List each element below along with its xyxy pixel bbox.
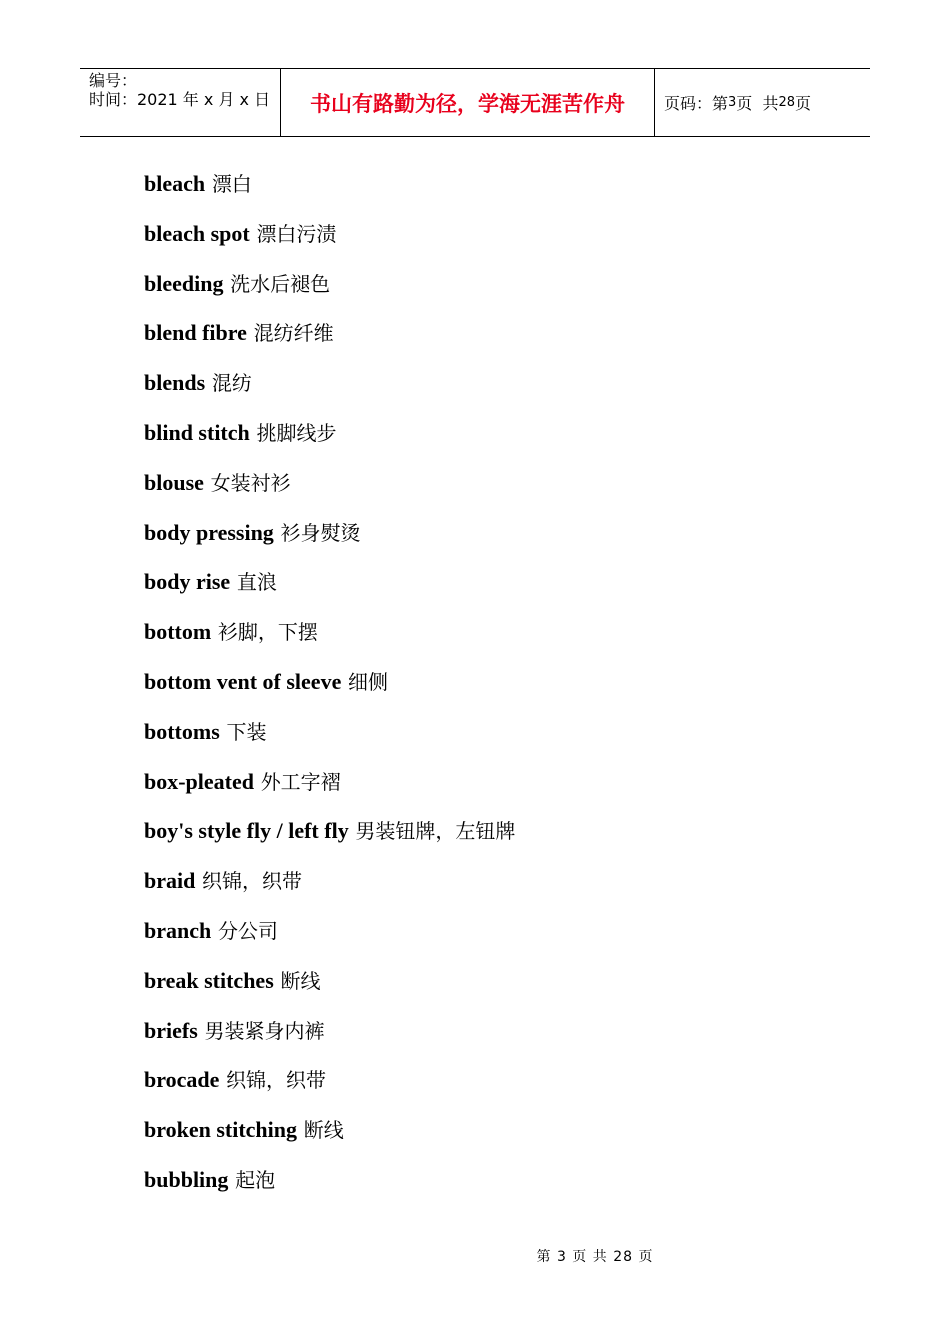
glossary-entry bbox=[144, 358, 844, 408]
entry-term: bleach bbox=[144, 171, 206, 196]
entry-meaning: 混纺 bbox=[211, 371, 252, 396]
glossary-entry bbox=[144, 1006, 844, 1056]
glossary-entry bbox=[144, 657, 844, 707]
entry-term: blouse bbox=[144, 469, 204, 495]
entry-term: break stitches bbox=[144, 967, 274, 993]
glossary-entry bbox=[144, 906, 844, 956]
glossary-entry bbox=[144, 209, 844, 259]
entry-meaning: 漂白污渍 bbox=[256, 221, 337, 246]
entry-meaning: 外工字褶 bbox=[260, 769, 341, 794]
glossary-entry bbox=[144, 159, 844, 209]
glossary-entry bbox=[144, 508, 844, 558]
entry-meaning: 男装钮牌，左钮牌 bbox=[355, 819, 516, 844]
entry-term: bottoms bbox=[144, 718, 220, 744]
entry-term: brocade bbox=[144, 1067, 220, 1093]
entry-meaning: 洗水后褪色 bbox=[230, 271, 331, 296]
glossary-entry bbox=[144, 1055, 844, 1105]
page-footer: 第 3 页 共 28 页 bbox=[536, 1249, 654, 1265]
entry-term: bubbling bbox=[144, 1166, 229, 1192]
entry-term: bleeding bbox=[144, 270, 224, 296]
entry-term: box-pleated bbox=[144, 768, 254, 794]
number-label: 编号： bbox=[89, 71, 138, 90]
entry-term: body rise bbox=[144, 569, 231, 595]
glossary-entry bbox=[144, 806, 844, 856]
entry-meaning: 男装紧身内裤 bbox=[204, 1018, 325, 1043]
entry-meaning: 起泡 bbox=[235, 1167, 276, 1192]
entry-meaning: 织锦，织带 bbox=[202, 869, 303, 894]
entry-meaning: 织锦，织带 bbox=[226, 1068, 327, 1093]
entry-meaning: 下装 bbox=[226, 719, 267, 744]
glossary-entry bbox=[144, 408, 844, 458]
entry-meaning: 分公司 bbox=[217, 918, 278, 943]
entry-meaning: 混纺纤维 bbox=[253, 321, 334, 346]
glossary-entry bbox=[144, 956, 844, 1006]
entry-term: branch bbox=[144, 917, 212, 943]
entry-meaning: 衫脚，下摆 bbox=[217, 620, 318, 645]
entry-term: briefs bbox=[144, 1017, 198, 1043]
glossary-entry bbox=[144, 308, 844, 358]
page-mid: 页 共 bbox=[736, 94, 779, 113]
entry-term: bottom vent of sleeve bbox=[144, 668, 342, 694]
motto-text: 书山有路勤为径，学海无涯苦作舟 bbox=[310, 91, 625, 116]
entry-meaning: 漂白 bbox=[211, 172, 252, 196]
entry-term: blends bbox=[144, 370, 206, 396]
entry-term: bottom bbox=[144, 619, 212, 645]
glossary-entry bbox=[144, 259, 844, 309]
entry-meaning: 断线 bbox=[303, 1118, 344, 1143]
entry-meaning: 直浪 bbox=[236, 570, 277, 595]
entry-term: bleach spot bbox=[144, 220, 250, 246]
glossary-entry bbox=[144, 1155, 844, 1205]
entry-meaning: 衫身熨烫 bbox=[280, 520, 361, 545]
page-current: 3 bbox=[728, 95, 737, 110]
glossary-list bbox=[144, 159, 844, 1205]
header-meta-cell bbox=[80, 69, 281, 136]
entry-meaning: 女装衬衫 bbox=[210, 470, 291, 495]
glossary-entry bbox=[144, 557, 844, 607]
entry-term: blind stitch bbox=[144, 419, 250, 445]
glossary-entry bbox=[144, 856, 844, 906]
page-header bbox=[80, 68, 870, 137]
glossary-entry bbox=[144, 1105, 844, 1155]
page-total: 28 bbox=[778, 95, 796, 110]
time-label: 时间：2021 年 x 月 x 日 bbox=[89, 90, 271, 109]
entry-term: blend fibre bbox=[144, 320, 247, 346]
header-motto-cell bbox=[281, 69, 655, 136]
header-page-cell bbox=[655, 69, 870, 136]
page-prefix: 页码：第 bbox=[664, 94, 729, 113]
entry-meaning: 细侧 bbox=[348, 669, 389, 694]
glossary-entry bbox=[144, 757, 844, 807]
glossary-entry bbox=[144, 707, 844, 757]
entry-term: broken stitching bbox=[144, 1117, 298, 1143]
entry-meaning: 挑脚线步 bbox=[256, 420, 337, 445]
glossary-entry bbox=[144, 458, 844, 508]
entry-term: braid bbox=[144, 868, 196, 894]
entry-term: body pressing bbox=[144, 519, 274, 545]
page-suffix: 页 bbox=[795, 94, 812, 113]
entry-term: boy's style fly / left fly bbox=[144, 818, 349, 844]
entry-meaning: 断线 bbox=[280, 968, 321, 993]
glossary-entry bbox=[144, 607, 844, 657]
